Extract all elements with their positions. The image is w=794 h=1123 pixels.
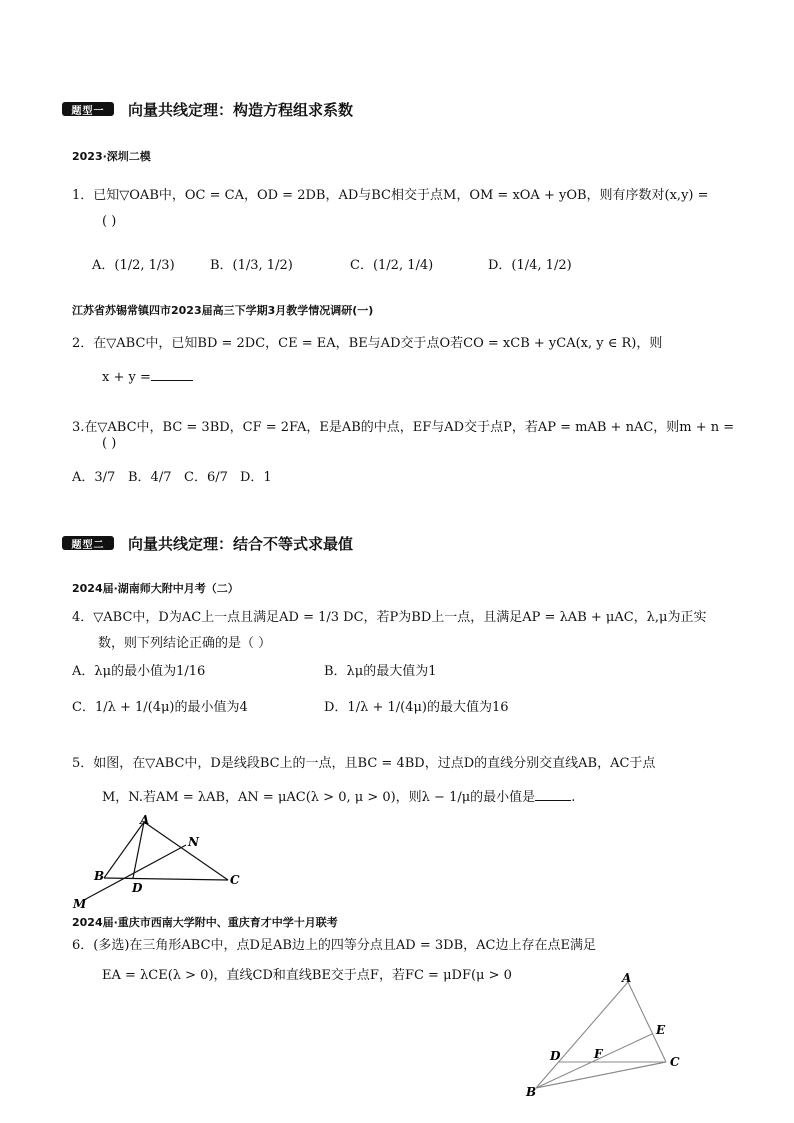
question-3-option-d: D．1 [240,470,272,485]
label-a: A [622,971,632,985]
question-4-option-b: B．λμ的最大值为1 [324,664,437,679]
question-1-stem: 1．已知▽OAB中，OC = CA，OD = 2DB，AD与BC相交于点M，OM = xOA + yOB，则有序数对(x,y) = [72,188,709,203]
section-header-1 [62,98,353,120]
source-label: 2024届·重庆市西南大学附中、重庆育才中学十月联考 [72,916,338,929]
section-title: 向量共线定理：结合不等式求最值 [128,534,354,553]
source-label: 2024届·湖南师大附中月考（二） [72,582,239,595]
q6-triangle-figure [520,970,690,1100]
question-3-stem: 3.在▽ABC中，BC = 3BD，CF = 2FA，E是AB的中点，EF与AD交于点P，若AP = mAB + nAC，则m + n = [72,420,735,435]
question-4-option-a: A．λμ的最小值为1/16 [72,664,206,679]
question-2-tail: x + y = [102,370,151,385]
question-1-paren: ( ) [102,214,117,229]
label-c: C [230,873,240,887]
question-4-stem-line-1: 4．▽ABC中，D为AC上一点且满足AD = 1/3 DC，若P为BD上一点，且满足AP = λAB + μAC，λ,μ为正实 [72,610,707,625]
label-d: D [132,881,143,895]
question-5-stem-line-1: 5．如图，在▽ABC中，D是线段BC上的一点，且BC = 4BD，过点D的直线分别交直线AB，AC于点 [72,756,656,771]
section-header-2 [62,532,353,554]
question-1-option-b: B．(1/3, 1/2) [210,258,293,273]
question-4-option-d: D．1/λ + 1/(4μ)的最大值为16 [324,700,509,715]
label-b: B [526,1085,537,1099]
question-6-stem-line-2: EA = λCE(λ > 0)，直线CD和直线BE交于点F，若FC = μDF(μ > 0 [102,968,512,983]
question-4-option-c: C．1/λ + 1/(4μ)的最小值为4 [72,700,248,715]
source-label: 2023·深圳二模 [72,150,151,163]
label-b: B [94,869,105,883]
section-badge: 题型一 [62,102,114,116]
label-a: A [140,813,150,827]
label-d: D [550,1049,561,1063]
source-label: 江苏省苏锡常镇四市2023届高三下学期3月教学情况调研(一) [72,304,374,317]
question-6-stem-line-1: 6．(多选)在三角形ABC中，点D足AB边上的四等分点且AD = 3DB，AC边上存在点E满足 [72,938,596,953]
section-badge: 题型二 [62,536,114,550]
question-3-option-c: C．6/7 [184,470,228,485]
question-5-stem-text: M，N.若AM = λAB，AN = μAC(λ > 0, μ > 0)，则λ − 1/μ的最小值是 [102,790,536,805]
answer-blank[interactable] [535,788,571,801]
answer-blank[interactable] [151,368,193,381]
question-4-stem-line-2: 数，则下列结论正确的是（ ） [98,636,272,651]
section-title: 向量共线定理：构造方程组求系数 [128,100,354,119]
question-5-stem-line-2: M，N.若AM = λAB，AN = μAC(λ > 0, μ > 0)，则λ − 1/μ的最小值是 . [102,790,576,805]
label-m: M [73,897,87,911]
label-c: C [670,1055,680,1069]
label-n: N [188,835,199,849]
question-1-option-d: D．(1/4, 1/2) [488,258,572,273]
question-2-answer [102,368,193,385]
question-1-option-a: A．(1/2, 1/3) [92,258,175,273]
question-1-option-c: C．(1/2, 1/4) [350,258,434,273]
q5-triangle-figure [70,812,250,912]
question-3-option-b: B．4/7 [128,470,172,485]
question-2-stem: 2．在▽ABC中，已知BD = 2DC，CE = EA，BE与AD交于点O若CO = xCB + yCA(x, y ∈ R)，则 [72,336,663,351]
label-f: F [594,1047,603,1061]
question-3-option-a: A．3/7 [72,470,116,485]
label-e: E [656,1023,666,1037]
question-3-paren: ( ) [102,436,117,451]
